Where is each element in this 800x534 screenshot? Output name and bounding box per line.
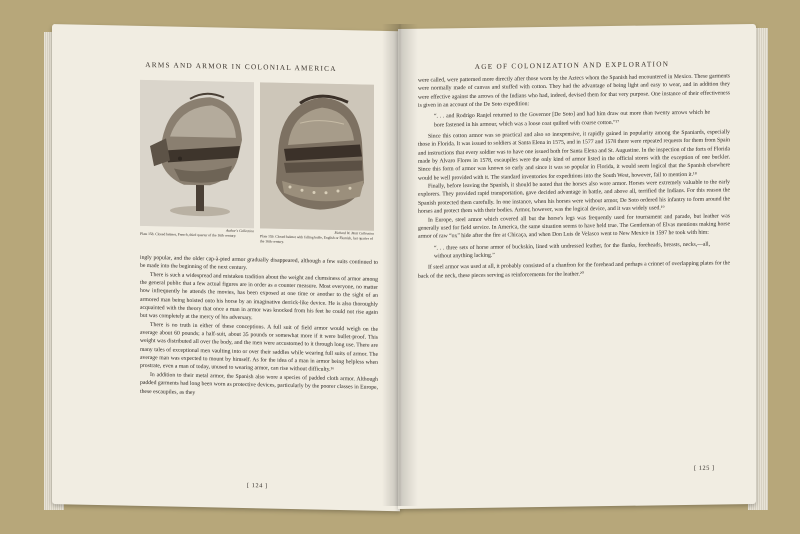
helmet-plates (140, 80, 376, 255)
paragraph: In Europe, steel armor which covered all but the horse's legs was frequently used for tournament and parade, but leather was generally used for field service. In America, the same situation seems to have held true. The Gentleman of Elvas mentions making horse armor of raw “ox” hide after the fire at Chicaça, and when Don Luis de Velasco went to New Mexico in 1597 he took with him: (418, 212, 730, 240)
right-body-text (418, 72, 730, 280)
left-page-number: [ 124 ] (247, 482, 268, 490)
left-body-text (140, 254, 378, 401)
paragraph: Since this cotton armor was so practical and also so inexpensive, it rapidly gained in popularity among the Spaniards, especially those in Florida. It was issued to soldiers at Santa Elena in 1575, and in 1577 and 1578 there were repeated requests for them from Spain and instructions that every soldier was to have one issued both for Santa Elena and St. Augustine. In the inspection of the forts of Florida made by Alvaro Flores in 1578, escaupiles were the only kind of armor listed in the official stores with the exception of one buckler. Since this form of armor was known so early and since it was so popular in Florida, it would seem logical that the Spanish elsewhere would be well provided with it. The standard inventories for expeditions into the South West, however, fail to mention it.¹⁸ (418, 129, 730, 182)
paragraph: Finally, before leaving the Spanish, it should be noted that the horses also wore armor. Horses were extremely valuable to the early explorers. They provided rapid transportation, gave decided advantage in battle, and above all, terrified the Indians. For this reason the Spanish protected them carefully. In one instance, when his horses were without armor, De Soto ordered his infantry to form around the horses and protect them with their bodies. Armor, however, was the logical device, and it was widely used.¹⁹ (418, 179, 730, 215)
right-running-head: AGE OF COLONIZATION AND EXPLORATION (474, 60, 670, 71)
paragraph: If steel armor was used at all, it probably consisted of a chanfron for the forehead and perhaps a crinnet of overlapping plates for the back of the neck, these pieces serving as reinforcements for the leather.²⁰ (418, 260, 730, 280)
block-quote: “. . . and Rodrigo Ranjel returned to the Governor [De Soto] and had him draw out more than twenty arrows which he bore fastened in his armour, which was a loose coat quilted with coarse cotton.”¹⁷ (434, 110, 710, 129)
block-quote: “. . . three sets of horse armor of buckskin, lined with undressed leather, for the flanks, foreheads, breasts, necks,—all, without anything lacking.” (434, 241, 710, 260)
helmet-image-2 (260, 82, 374, 230)
left-running-head: ARMS AND ARMOR IN COLONIAL AMERICA (145, 60, 337, 73)
plate-158-caption: Plate 158. Closed helmet, French, third quarter of the 16th century. (140, 231, 237, 238)
right-page-number: [ 125 ] (694, 464, 715, 472)
paragraph: In addition to their metal armor, the Spanish also wore a species of padded cloth armor. Although padded garments had long been worn as protective devices, particularly by the poorer classes in Europe, these escaupiles, as they (140, 371, 378, 396)
open-book (52, 24, 758, 514)
plate-158-photo (140, 80, 254, 228)
paragraph: were called, were patterned more directly after those worn by the Aztecs whom the Spanish had encountered in Mexico. These garments were normally made of canvas and stuffed with cotton. They had the advantage of being light and easy to wear, and in addition they were effective against the arrows of the Indians who had, indeed, devised them for that very purpose. One instance of their effectiveness is given in an account of the De Soto expedition: (418, 73, 730, 109)
plate-159-credit: Richard W. Mott Collection (334, 230, 374, 236)
paragraph: There is such a widespread and mistaken tradition about the weight and clumsiness of armor among the general public that a few actual figures are in order as a counter measure. Most everyone, no matter how infrequently he attends the movies, has been exposed at one time or another to the sight of an armored man being hoisted onto his horse by an imaginative derrick-like device. He is also thoroughly acquainted with the theory that once a man in armor was knocked from his feet he could not rise again but was completely at the mercy of his adversary. (140, 271, 378, 322)
helmet-image-1 (140, 80, 254, 228)
plate-158-credit: Author's Collection (225, 228, 254, 234)
paragraph: ingly popular, and the older cap-à-pied armor gradually disappeared, although a few suits continued to be made into the beginning of the next century. (140, 254, 378, 272)
left-page (52, 24, 400, 511)
plate-159-photo (260, 82, 374, 230)
paragraph: There is no truth in either of these conceptions. A full suit of field armor would weigh on the average about 60 pounds; a half-suit, about 35 pounds or somewhat more if it were bullet-proof. This weight was distributed all over the body, and the men were accustomed to it through long use. There are many tales of exceptional men vaulting into or over their saddles while wearing full suits of armor. The average man was expected to mount by himself. As for the idea of a man in armor being helpless when prostrate, even a man of today, unused to wearing armor, can rise without difficulty.¹⁶ (140, 321, 378, 374)
right-page (398, 24, 756, 509)
plate-159-caption: Plate 159. Closed helmet with falling buffe, English or Flemish, last quarter of the 16th century. (260, 234, 373, 244)
